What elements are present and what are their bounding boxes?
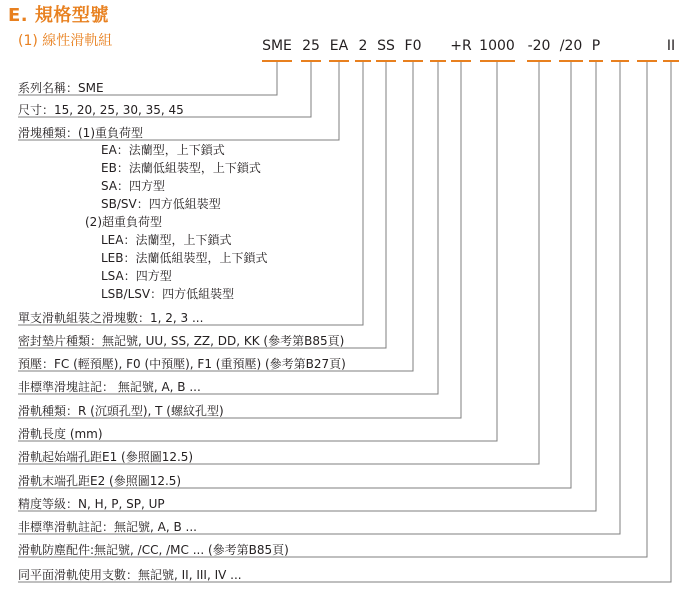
label-rails-same-plane: 同平面滑軌使用支數：無記號, II, III, IV ... [18,568,242,582]
block-type-item: SA：四方型 [101,179,166,193]
block-type-item: LSB/LSV：四方低組裝型 [101,287,235,301]
code-preload: F0 [404,38,422,54]
code-underline [527,60,551,62]
code-underline [376,60,396,62]
label-rail-type: 滑軌種類：R (沉頭孔型), T (螺紋孔型) [18,404,224,418]
block-type-item: LEA：法蘭型，上下鎖式 [101,233,232,247]
code-accuracy: P [591,38,601,54]
label-block-type: 滑塊種類：(1)重負荷型 [18,126,143,140]
code-underline [480,60,515,62]
block-type-item: LEB：法蘭低組裝型，上下鎖式 [101,251,268,265]
label-e1: 滑軌起始端孔距E1 (參照圖12.5) [18,450,194,464]
label-accuracy: 精度等級：N, H, P, SP, UP [18,497,165,511]
label-preload: 預壓：FC (輕預壓), F0 (中預壓), F1 (重預壓) (參考第B27頁) [18,357,346,371]
block-type-item: EB：法蘭低組裝型，上下鎖式 [101,161,261,175]
code-underline [611,60,629,62]
code-e1: -20 [527,38,551,54]
label-series: 系列名稱：SME [18,81,104,95]
block-type-item: LSA：四方型 [101,269,172,283]
label-e2: 滑軌末端孔距E2 (參照圖12.5) [18,474,182,488]
code-rails-same-plane: II [666,38,676,54]
code-underline [637,60,657,62]
code-underline [663,60,679,62]
code-series: SME [262,38,292,54]
code-underline [403,60,423,62]
code-underline [451,60,471,62]
label-nonstd-block: 非標準滑塊註記： 無記號, A, B ... [18,380,201,394]
block-type-item: SB/SV：四方低組裝型 [101,197,221,211]
code-blocks-per-rail: 2 [358,38,368,54]
code-underline [559,60,583,62]
code-underline [301,60,321,62]
label-blocks-per-rail: 單支滑軌組裝之滑塊數：1, 2, 3 ... [18,311,204,325]
code-underline [430,60,446,62]
code-e2: /20 [559,38,583,54]
code-seal: SS [377,38,395,54]
code-rail-length: 1000 [479,38,515,54]
code-block-type: EA [329,38,349,54]
block-type-subheading: (2)超重負荷型 [85,215,162,229]
code-underline [262,60,292,62]
code-underline [329,60,349,62]
section-subtitle: (1) 線性滑軌組 [18,33,113,49]
code-underline [589,60,603,62]
block-type-item: EA：法蘭型，上下鎖式 [101,143,225,157]
code-underline [355,60,371,62]
label-rail-length: 滑軌長度 (mm) [18,427,103,441]
code-size: 25 [302,38,320,54]
label-dust: 滑軌防塵配件:無記號, /CC, /MC ... (參考第B85頁) [18,543,289,557]
label-nonstd-rail: 非標準滑軌註記：無記號, A, B ... [18,520,197,534]
code-rail-type: +R [450,38,472,54]
section-title: E. 規格型號 [8,5,109,26]
label-seal-type: 密封墊片種類：無記號, UU, SS, ZZ, DD, KK (參考第B85頁) [18,334,345,348]
label-size: 尺寸：15, 20, 25, 30, 35, 45 [18,103,184,117]
